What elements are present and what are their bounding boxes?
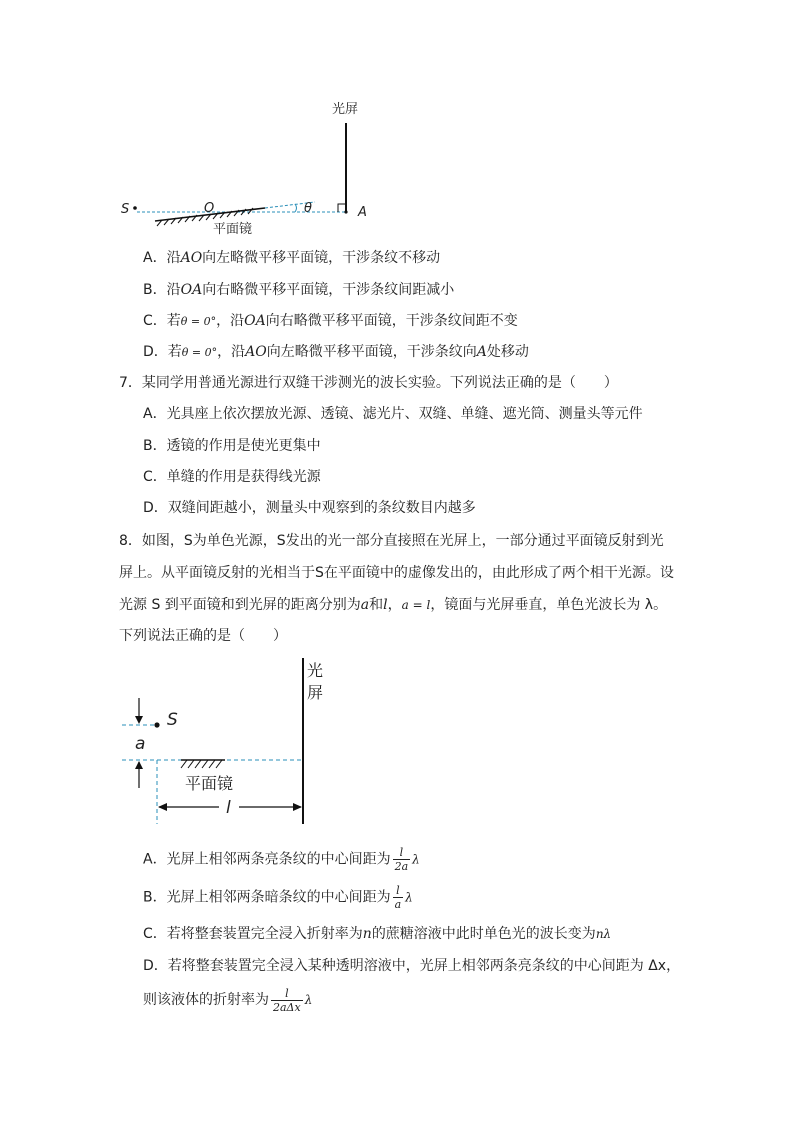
option-text: ，沿 bbox=[216, 313, 245, 329]
right-angle-mark bbox=[338, 204, 346, 212]
fraction-numerator: l bbox=[393, 884, 404, 898]
q6-option-c bbox=[143, 312, 518, 331]
q8-option-d-line-1: D．若将整套装置完全浸入某种透明溶液中，光屏上相邻两条亮条纹的中心间距为 Δx， bbox=[143, 958, 681, 974]
l-label: l bbox=[226, 798, 231, 818]
source-point bbox=[154, 722, 159, 727]
option-text: 向右略微平移平面镜，干涉条纹间距不变 bbox=[265, 313, 518, 329]
option-math: AO bbox=[245, 344, 267, 360]
arrow-up-head bbox=[135, 761, 143, 769]
option-text: B．光屏上相邻两条暗条纹的中心间距为 bbox=[143, 889, 391, 906]
option-text: 向左略微平移平面镜，干涉条纹不移动 bbox=[202, 250, 441, 266]
stem-math: a bbox=[360, 597, 370, 613]
option-math: nλ bbox=[595, 927, 612, 941]
q8-option-c bbox=[143, 925, 611, 943]
q6-option-a bbox=[143, 249, 440, 267]
q7-stem: 7．某同学用普通光源进行双缝干涉测光的波长实验。下列说法正确的是（ ） bbox=[119, 375, 618, 391]
stem-text: 光源 S 到平面镜和到光屏的距离分别为 bbox=[119, 597, 361, 613]
mirror-hatching bbox=[181, 760, 222, 768]
arrow-down-head bbox=[135, 716, 143, 724]
option-text: ，沿 bbox=[217, 344, 246, 360]
option-text: C．若将整套装置完全浸入折射率为 bbox=[143, 926, 363, 942]
stem-math: l bbox=[383, 597, 388, 613]
a-label: A bbox=[358, 205, 367, 220]
fraction-numerator: l bbox=[393, 846, 411, 860]
option-text: 则该液体的折射率为 bbox=[143, 992, 269, 1008]
figure-1-mirror-diagram bbox=[115, 95, 385, 245]
fraction-denominator: a bbox=[394, 898, 402, 911]
mirror-label: 平面镜 bbox=[213, 222, 253, 237]
option-math: A bbox=[476, 344, 487, 360]
stem-text: 和 bbox=[369, 597, 384, 613]
screen-label-2: 屏 bbox=[307, 683, 324, 702]
lambda-symbol: λ bbox=[304, 993, 313, 1007]
q8-option-d-line-2 bbox=[143, 986, 312, 1014]
option-text: D．若 bbox=[143, 344, 182, 360]
distance-l-right-head bbox=[293, 803, 302, 811]
q7-option-d: D．双缝间距越小，测量头中观察到的条纹数目内越多 bbox=[143, 500, 476, 516]
theta-arc bbox=[295, 204, 297, 212]
theta-label: θ bbox=[304, 201, 312, 216]
q7-option-a: A．光具座上依次摆放光源、透镜、滤光片、双缝、单缝、遮光筒、测量头等元件 bbox=[143, 406, 643, 422]
source-label: S bbox=[167, 710, 178, 730]
fraction bbox=[393, 884, 404, 911]
q8-option-b bbox=[143, 884, 413, 911]
fraction-denominator: 2a bbox=[394, 860, 409, 873]
figure-2-lloyd-mirror bbox=[115, 652, 345, 832]
option-math: n bbox=[362, 926, 372, 942]
option-text: C．若 bbox=[143, 313, 181, 329]
source-label: S bbox=[121, 202, 130, 217]
q6-option-b bbox=[143, 281, 454, 299]
option-math: θ = 0° bbox=[181, 346, 218, 359]
option-math: OA bbox=[244, 313, 266, 329]
option-text: B．沿 bbox=[143, 282, 181, 298]
option-text: 向左略微平移平面镜，干涉条纹向 bbox=[266, 344, 477, 360]
point-a bbox=[344, 210, 347, 213]
lambda-symbol: λ bbox=[405, 890, 413, 905]
o-label: O bbox=[204, 201, 215, 216]
q8-stem-line-3 bbox=[119, 596, 667, 614]
fraction bbox=[393, 846, 411, 873]
lambda-symbol: λ bbox=[412, 852, 420, 867]
q8-stem-line-4: 下列说法正确的是（ ） bbox=[119, 628, 287, 644]
a-label: a bbox=[135, 734, 146, 754]
option-math: OA bbox=[180, 282, 203, 298]
option-math: AO bbox=[180, 250, 203, 266]
option-text: A．沿 bbox=[143, 250, 181, 266]
q7-option-c: C．单缝的作用是获得线光源 bbox=[143, 469, 321, 485]
mirror-label: 平面镜 bbox=[185, 774, 234, 793]
fraction-numerator: l bbox=[271, 987, 303, 1001]
option-text: 向右略微平移平面镜，干涉条纹间距减小 bbox=[202, 282, 455, 298]
option-text: 处移动 bbox=[486, 344, 529, 360]
q6-option-d bbox=[143, 343, 529, 362]
q8-option-a bbox=[143, 846, 420, 873]
stem-text: ， bbox=[387, 597, 402, 613]
distance-l-left-head bbox=[158, 803, 167, 811]
q8-stem-line-2: 屏上。从平面镜反射的光相当于S在平面镜中的虚像发出的，由此形成了两个相干光源。设 bbox=[119, 565, 674, 581]
stem-math: a = l bbox=[401, 598, 431, 612]
fraction-denominator: 2aΔx bbox=[273, 1000, 301, 1014]
stem-text: ，镜面与光屏垂直，单色光波长为 λ。 bbox=[430, 597, 668, 613]
option-math: θ = 0° bbox=[180, 315, 217, 328]
option-text: 的蔗糖溶液中此时单色光的波长变为 bbox=[371, 926, 596, 942]
screen-label: 光屏 bbox=[332, 102, 359, 117]
screen-label-1: 光 bbox=[307, 661, 324, 680]
fraction bbox=[271, 987, 303, 1014]
source-point bbox=[133, 206, 137, 210]
option-text: A．光屏上相邻两条亮条纹的中心间距为 bbox=[143, 851, 391, 868]
q8-stem-line-1: 8．如图，S为单色光源，S发出的光一部分直接照在光屏上，一部分通过平面镜反射到光 bbox=[119, 533, 664, 549]
q7-option-b: B．透镜的作用是使光更集中 bbox=[143, 438, 321, 454]
